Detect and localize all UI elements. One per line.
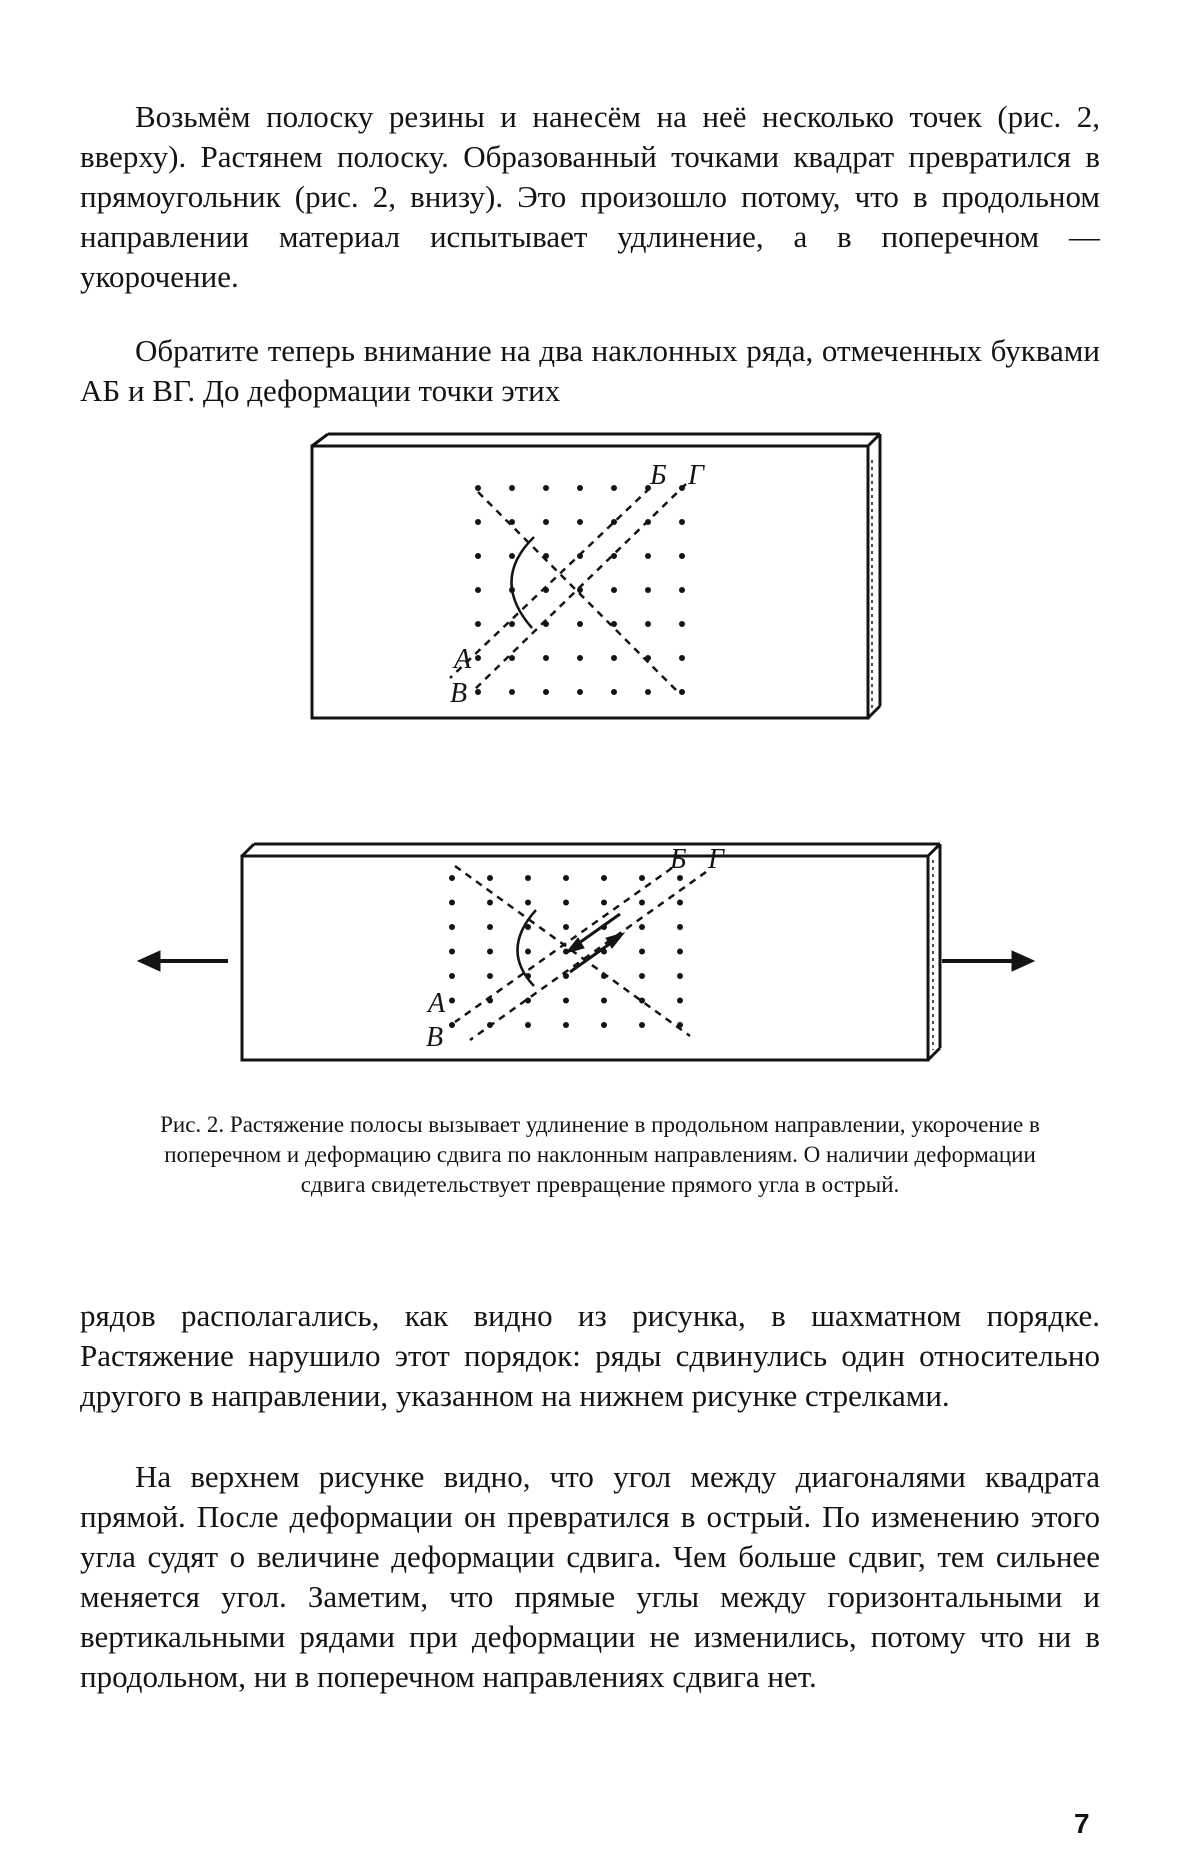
- bottom-label-g: Г: [708, 844, 724, 875]
- bottom-label-b: Б: [670, 844, 687, 875]
- grid-dot: [487, 924, 493, 930]
- top-label-v: В: [450, 678, 468, 709]
- grid-dot: [449, 1022, 455, 1028]
- top-angle-arc: [511, 537, 534, 628]
- grid-dot: [475, 587, 481, 593]
- grid-dot: [563, 1022, 569, 1028]
- grid-dot: [509, 553, 515, 559]
- grid-dot: [475, 519, 481, 525]
- top-label-g: Г: [688, 460, 704, 491]
- paragraph-4: На верхнем рисунке видно, что угол между диагоналями квадрата прямой. После деформации он превратился в острый. По изменению этого угла судят о величине деформации сдвига. Чем больше сдвиг, тем сильнее меняется угол. Заметим, что прямые углы между горизонтальными и вертикальными рядами при деформации не изменились, потому что ни в продольном, ни в поперечном направлениях сдвига нет.: [80, 1459, 1100, 1694]
- paragraph-2: Обратите теперь внимание на два наклонных ряда, отмеченных буквами АБ и ВГ. До деформации точки этих: [80, 333, 1100, 408]
- grid-dot: [679, 519, 685, 525]
- grid-dot: [679, 621, 685, 627]
- grid-dot: [449, 949, 455, 955]
- grid-dot: [639, 924, 645, 930]
- grid-dot: [577, 655, 583, 661]
- grid-dot: [487, 875, 493, 881]
- grid-dot: [543, 485, 549, 491]
- bottom-rubber-strip: [242, 844, 940, 1060]
- grid-dot: [679, 553, 685, 559]
- grid-dot: [475, 655, 481, 661]
- grid-dot: [509, 655, 515, 661]
- grid-dot: [543, 519, 549, 525]
- grid-dot: [563, 900, 569, 906]
- grid-dot: [475, 485, 481, 491]
- grid-dot: [487, 949, 493, 955]
- grid-dot: [487, 973, 493, 979]
- grid-dot: [509, 485, 515, 491]
- grid-dot: [639, 949, 645, 955]
- tension-arrow-right: [942, 951, 1034, 971]
- bottom-label-v: В: [426, 1022, 444, 1053]
- grid-dot: [525, 949, 531, 955]
- grid-dot: [449, 900, 455, 906]
- grid-dot: [639, 900, 645, 906]
- grid-dot: [639, 1022, 645, 1028]
- grid-dot: [611, 485, 617, 491]
- grid-dot: [645, 553, 651, 559]
- figure-2: [0, 420, 1200, 1120]
- grid-dot: [525, 1022, 531, 1028]
- figure-caption: Рис. 2. Растяжение полосы вызывает удлинение в продольном направлении, укорочение в поперечном и деформацию сдвига по наклонным направлениям. О наличии деформации сдвига свидетельствует превращение прямого угла в острый.: [160, 1112, 1040, 1197]
- grid-dot: [525, 875, 531, 881]
- grid-dot: [645, 689, 651, 695]
- grid-dot: [577, 519, 583, 525]
- grid-dot: [601, 900, 607, 906]
- grid-dot: [577, 621, 583, 627]
- grid-dot: [677, 924, 683, 930]
- grid-dot: [611, 689, 617, 695]
- grid-dot: [639, 973, 645, 979]
- grid-dot: [449, 998, 455, 1004]
- grid-dot: [601, 998, 607, 1004]
- grid-dot: [677, 973, 683, 979]
- grid-dot: [677, 949, 683, 955]
- grid-dot: [611, 553, 617, 559]
- grid-dot: [475, 689, 481, 695]
- grid-dot: [611, 621, 617, 627]
- grid-dot: [601, 1022, 607, 1028]
- grid-dot: [543, 689, 549, 695]
- top-label-b: Б: [650, 460, 667, 491]
- grid-dot: [487, 900, 493, 906]
- bottom-label-a: А: [428, 988, 446, 1019]
- top-rubber-strip: [312, 434, 880, 718]
- grid-dot: [449, 973, 455, 979]
- grid-dot: [677, 998, 683, 1004]
- grid-dot: [645, 587, 651, 593]
- grid-dot: [577, 485, 583, 491]
- grid-dot: [679, 689, 685, 695]
- grid-dot: [679, 587, 685, 593]
- grid-dot: [509, 689, 515, 695]
- grid-dot: [611, 655, 617, 661]
- grid-dot: [525, 900, 531, 906]
- grid-dot: [679, 655, 685, 661]
- grid-dot: [449, 924, 455, 930]
- grid-dot: [677, 900, 683, 906]
- paragraph-3: рядов располагались, как видно из рисунка, в шахматном порядке. Растяжение нарушило этот порядок: ряды сдвинулись один относительно другого в направлении, указанном на нижнем рисунке стрелками.: [80, 1298, 1100, 1413]
- grid-dot: [639, 875, 645, 881]
- grid-dot: [577, 689, 583, 695]
- grid-dot: [677, 875, 683, 881]
- top-label-a: А: [454, 644, 472, 675]
- grid-dot: [563, 998, 569, 1004]
- grid-dot: [543, 655, 549, 661]
- page-number: 7: [1074, 1808, 1090, 1839]
- grid-dot: [563, 924, 569, 930]
- paragraph-1: Возьмём полоску резины и нанесём на неё несколько точек (рис. 2, вверху). Растянем полоску. Образованный точками квадрат превратился в прямоугольник (рис. 2, внизу). Это произошло потому, что в продольном направлении материал испытывает удлинение, а в поперечном — укорочение.: [80, 99, 1100, 294]
- grid-dot: [509, 621, 515, 627]
- grid-dot: [449, 875, 455, 881]
- grid-dot: [601, 875, 607, 881]
- bottom-diagonals: [455, 866, 706, 1040]
- grid-dot: [563, 875, 569, 881]
- figure-2-drawing: [0, 420, 1200, 1120]
- tension-arrow-left: [138, 951, 228, 971]
- grid-dot: [475, 553, 481, 559]
- grid-dot: [645, 621, 651, 627]
- grid-dot: [611, 587, 617, 593]
- grid-dot: [475, 621, 481, 627]
